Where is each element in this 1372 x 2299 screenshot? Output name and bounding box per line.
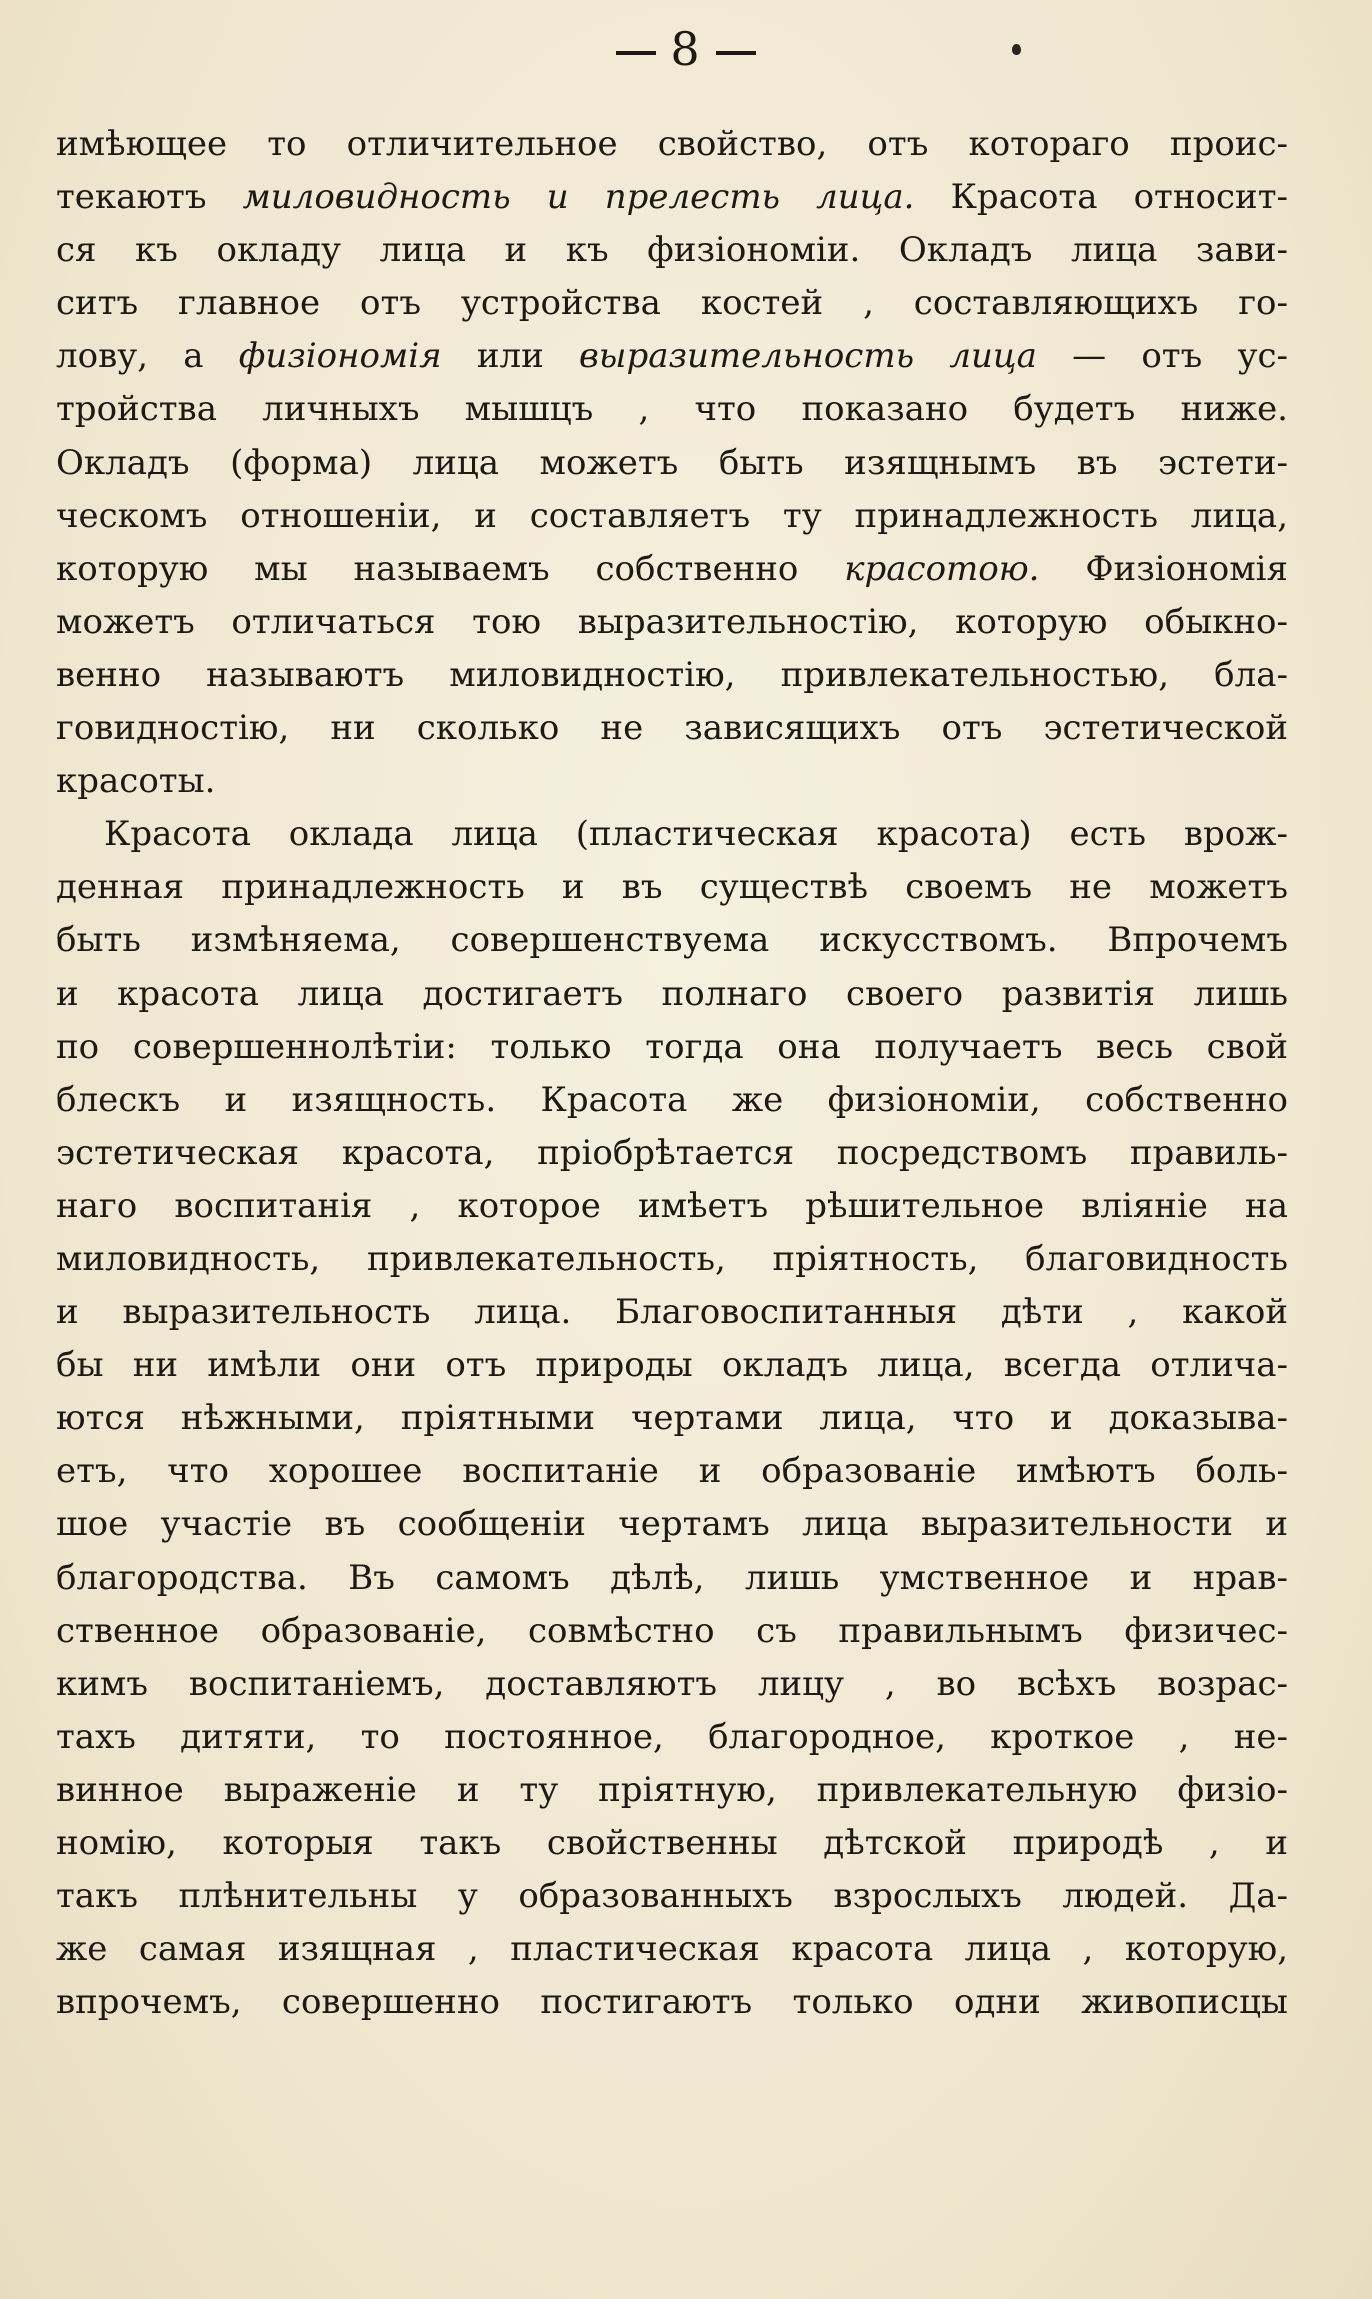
text-segment: миловидность, привлекательность, пріятность, благовидность: [56, 1238, 1288, 1279]
body-text: [56, 118, 1288, 2029]
text-segment: имѣющее то отличительное свойство, отъ котораго проис-: [56, 124, 1288, 164]
italic-phrase: физіономія: [238, 336, 442, 377]
text-line: [56, 914, 1288, 967]
text-segment: номію, которыя такъ свойственны дѣтской природѣ , и: [56, 1823, 1288, 1863]
ink-spot: [1012, 44, 1021, 55]
text-segment: или: [441, 336, 579, 377]
text-line: [56, 1605, 1288, 1658]
page-number: 8: [670, 22, 702, 76]
text-segment: денная принадлежность и въ существѣ своемъ не можетъ: [56, 867, 1288, 908]
text-line: [56, 1445, 1288, 1498]
text-line: [56, 277, 1288, 330]
text-segment: и выразительность лица. Благовоспитанныя дѣти , какой: [56, 1292, 1288, 1333]
header-dash-right: [716, 51, 756, 55]
text-segment: — отъ ус-: [1036, 336, 1288, 377]
paragraph: [56, 118, 1288, 808]
text-segment: тройства личныхъ мышцъ , что показано будетъ ниже.: [56, 389, 1288, 430]
text-segment: тахъ дитяти, то постоянное, благородное, кроткое , не-: [56, 1716, 1288, 1757]
text-segment: текаютъ: [56, 177, 243, 218]
text-line: [56, 1552, 1288, 1605]
text-line: [56, 1339, 1288, 1392]
text-line: [56, 1286, 1288, 1339]
text-line: [56, 1711, 1288, 1764]
text-line: [56, 1498, 1288, 1551]
paragraph: [56, 808, 1288, 2029]
text-segment: и красота лица достигаетъ полнаго своего развитія лишь: [56, 973, 1288, 1014]
text-segment: ственное образованіе, совмѣстно съ правильнымъ физичес-: [56, 1610, 1288, 1651]
italic-phrase: миловидность и прелесть лица.: [242, 177, 915, 218]
text-line: [56, 968, 1288, 1021]
text-line: [56, 118, 1288, 171]
text-segment: Физіономія: [1039, 548, 1288, 589]
text-segment: же самая изящная , пластическая красота лица , которую,: [56, 1929, 1288, 1970]
text-segment: ческомъ отношеніи, и составляетъ ту принадлежность лица,: [56, 495, 1288, 536]
italic-phrase: выразительность лица: [578, 336, 1037, 377]
text-line: [56, 437, 1288, 490]
text-line: [56, 1870, 1288, 1923]
text-segment: можетъ отличаться тою выразительностію, которую обыкно-: [56, 601, 1288, 642]
text-segment: говидностію, ни сколько не зависящихъ отъ эстетической: [56, 708, 1288, 749]
text-line: [56, 1817, 1288, 1870]
text-line: [56, 755, 1288, 808]
text-segment: Окладъ (форма) лица можетъ быть изящнымъ въ эстети-: [56, 442, 1288, 483]
text-line: [56, 543, 1288, 596]
text-segment: Красота относит-: [914, 177, 1288, 218]
text-segment: етъ, что хорошее воспитаніе и образованіе имѣютъ боль-: [56, 1451, 1288, 1492]
text-line: [56, 702, 1288, 755]
text-segment: наго воспитанія , которое имѣетъ рѣшительное вліяніе на: [56, 1185, 1288, 1226]
text-line: [56, 224, 1288, 277]
text-line: [56, 1392, 1288, 1445]
text-line: [56, 1074, 1288, 1127]
text-segment: винное выраженіе и ту пріятную, привлекательную физіо-: [56, 1769, 1288, 1810]
text-line: [56, 861, 1288, 914]
text-segment: эстетическая красота, пріобрѣтается посредствомъ правиль-: [56, 1132, 1288, 1173]
text-line: [56, 1658, 1288, 1711]
text-segment: впрочемъ, совершенно постигаютъ только одни живописцы: [56, 1982, 1288, 2023]
text-segment: шое участіе въ сообщеніи чертамъ лица выразительности и: [56, 1504, 1288, 1545]
text-line: [56, 1923, 1288, 1976]
text-segment: лову, а: [56, 336, 239, 377]
text-segment: ются нѣжными, пріятными чертами лица, что и доказыва-: [56, 1398, 1288, 1439]
text-line: [56, 808, 1288, 861]
text-segment: красоты.: [56, 761, 216, 802]
text-segment: такъ плѣнительны у образованныхъ взрослыхъ людей. Да-: [56, 1876, 1288, 1917]
text-line: [56, 1021, 1288, 1074]
text-segment: Красота оклада лица (пластическая красота) есть врож-: [104, 814, 1288, 855]
text-line: [56, 490, 1288, 543]
page-header: [0, 22, 1372, 76]
italic-phrase: красотою.: [844, 548, 1040, 589]
text-line: [56, 1180, 1288, 1233]
text-line: [56, 649, 1288, 702]
text-line: [56, 1764, 1288, 1817]
text-segment: по совершеннолѣтіи: только тогда она получаетъ весь свой: [56, 1026, 1288, 1067]
text-segment: блескъ и изящность. Красота же физіономіи, собственно: [56, 1079, 1288, 1120]
text-segment: кимъ воспитаніемъ, доставляютъ лицу , во всѣхъ возрас-: [56, 1663, 1288, 1704]
text-segment: венно называютъ миловидностію, привлекательностью, бла-: [56, 654, 1288, 695]
text-line: [56, 383, 1288, 436]
text-segment: быть измѣняема, совершенствуема искусствомъ. Впрочемъ: [56, 920, 1288, 961]
text-line: [56, 330, 1288, 383]
text-segment: ся къ окладу лица и къ физіономіи. Окладъ лица зави-: [56, 230, 1288, 271]
text-line: [56, 171, 1288, 224]
text-segment: которую мы называемъ собственно: [56, 548, 845, 589]
text-segment: ситъ главное отъ устройства костей , составляющихъ го-: [56, 283, 1288, 324]
text-segment: бы ни имѣли они отъ природы окладъ лица, всегда отлича-: [56, 1345, 1288, 1386]
text-line: [56, 1233, 1288, 1286]
text-line: [56, 596, 1288, 649]
text-line: [56, 1976, 1288, 2029]
text-segment: благородства. Въ самомъ дѣлѣ, лишь умственное и нрав-: [56, 1557, 1288, 1598]
text-line: [56, 1127, 1288, 1180]
header-dash-left: [616, 51, 656, 55]
